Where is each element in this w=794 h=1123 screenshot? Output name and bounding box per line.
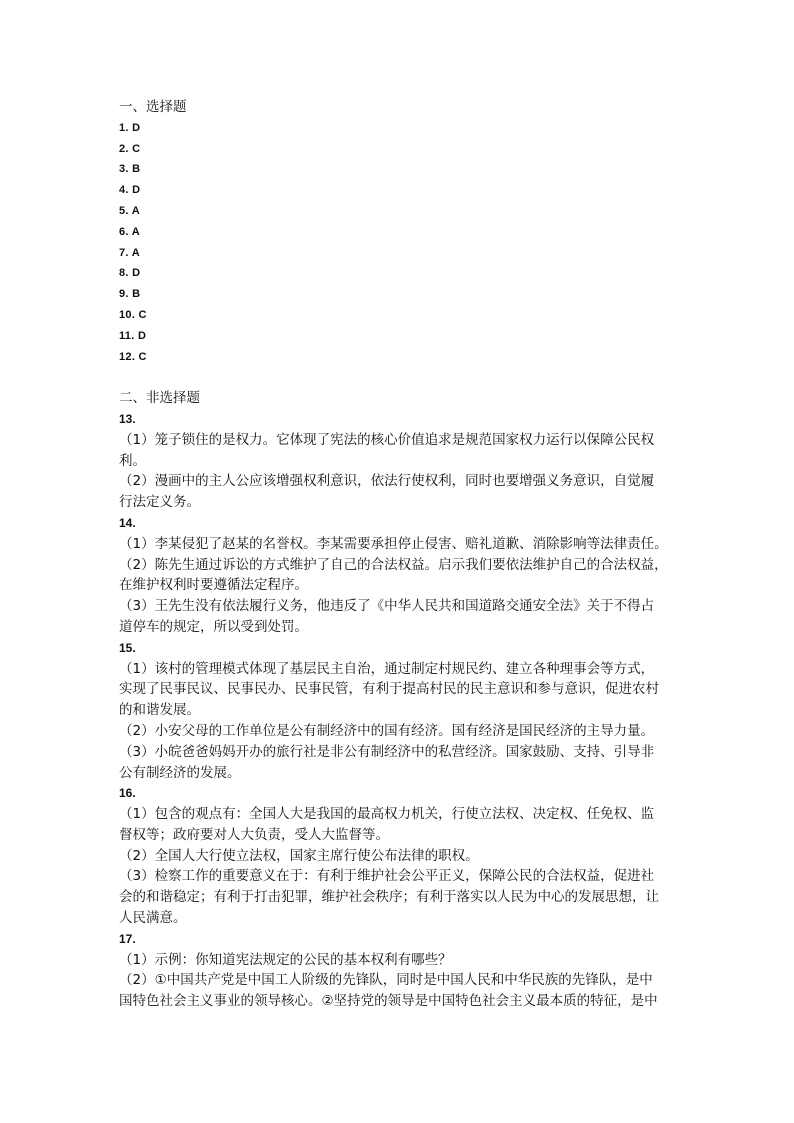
answer-item: 12. C <box>119 350 147 363</box>
answer-line: （1）包含的观点有：全国人大是我国的最高权力机关，行使立法权、决定权、任免权、监 <box>119 806 655 823</box>
question-number: 17. <box>119 931 136 946</box>
question-13 <box>119 409 689 513</box>
answer-line: 会的和谐稳定；有利于打击犯罪，维护社会秩序；有利于落实以人民为中心的发展思想，让 <box>119 889 659 906</box>
answer-line: （2）陈先生通过诉讼的方式维护了自己的合法权益。启示我们要依法维护自己的合法权益， <box>119 556 668 573</box>
question-15 <box>119 638 689 784</box>
question-17 <box>119 929 689 1012</box>
answer-line: （2）全国人大行使立法权，国家主席行使公布法律的职权。 <box>119 847 479 864</box>
answer-item: 6. A <box>119 225 140 238</box>
answer-line: （3）小皖爸爸妈妈开办的旅行社是非公有制经济中的私营经济。国家鼓励、支持、引导非 <box>119 743 655 760</box>
answer-line: 人民满意。 <box>119 910 187 927</box>
answer-line: （1）李某侵犯了赵某的名誉权。李某需要承担停止侵害、赔礼道歉、消除影响等法律责任。 <box>119 535 668 552</box>
answer-line: 的和谐发展。 <box>119 702 200 719</box>
answer-line: 道停车的规定，所以受到处罚。 <box>119 618 308 635</box>
answer-line: （2）①中国共产党是中国工人阶级的先锋队，同时是中国人民和中华民族的先锋队，是中 <box>119 972 653 989</box>
question-number: 14. <box>119 515 136 530</box>
answer-line: （2）小安父母的工作单位是公有制经济中的国有经济。国有经济是国民经济的主导力量。 <box>119 722 655 739</box>
answer-document <box>119 97 689 1012</box>
answer-line: （2）漫画中的主人公应该增强权利意识，依法行使权利，同时也要增强义务意识，自觉履 <box>119 473 655 490</box>
answer-line: （3）检察工作的重要意义在于：有利于维护社会公平正义，保障公民的合法权益，促进社 <box>119 868 655 885</box>
question-14 <box>119 513 689 638</box>
answer-line: （1）该村的管理模式体现了基层民主自治，通过制定村规民约、建立各种理事会等方式， <box>119 660 655 677</box>
multiple-choice-answer-list <box>119 118 689 368</box>
answer-item: 2. C <box>119 142 141 155</box>
answer-line: 在维护权利时要遵循法定程序。 <box>119 577 308 594</box>
question-number: 15. <box>119 640 136 655</box>
answer-line: （1）笼子锁住的是权力。它体现了宪法的核心价值追求是规范国家权力运行以保障公民权 <box>119 431 655 448</box>
answer-item: 5. A <box>119 204 140 217</box>
answer-item: 7. A <box>119 246 140 259</box>
answer-item: 10. C <box>119 308 147 321</box>
answer-line: （3）王先生没有依法履行义务，他违反了《中华人民共和国道路交通安全法》关于不得占 <box>119 598 655 615</box>
section-heading-open-questions: 二、非选择题 <box>119 390 200 407</box>
answer-line: （1）示例：你知道宪法规定的公民的基本权利有哪些？ <box>119 951 452 968</box>
answer-line: 实现了民事民议、民事民办、民事民管，有利于提高村民的民主意识和参与意识，促进农村 <box>119 681 659 698</box>
answer-item: 11. D <box>119 329 147 342</box>
question-number: 16. <box>119 786 136 801</box>
answer-item: 4. D <box>119 184 141 197</box>
question-number: 13. <box>119 411 136 426</box>
answer-item: 1. D <box>119 121 141 134</box>
answer-item: 9. B <box>119 288 141 301</box>
question-16 <box>119 783 689 929</box>
answer-line: 行法定义务。 <box>119 494 200 511</box>
answer-line: 国特色社会主义事业的领导核心。②坚持党的领导是中国特色社会主义最本质的特征，是中 <box>119 993 658 1010</box>
section-heading-multiple-choice: 一、选择题 <box>119 99 187 115</box>
answer-line: 督权等；政府要对人大负责，受人大监督等。 <box>119 826 389 843</box>
answer-line: 公有制经济的发展。 <box>119 764 241 781</box>
section-spacer <box>119 367 689 388</box>
answer-line: 利。 <box>119 452 146 469</box>
answer-item: 3. B <box>119 163 141 176</box>
answer-item: 8. D <box>119 267 141 280</box>
